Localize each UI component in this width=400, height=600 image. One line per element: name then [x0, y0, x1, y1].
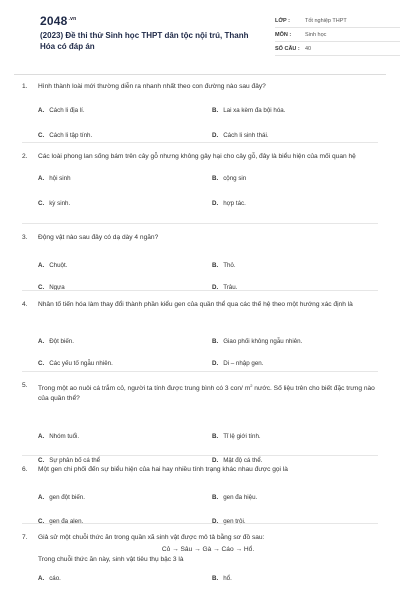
question-number: 6. — [22, 466, 28, 473]
question-separator — [22, 455, 378, 456]
question-text: Các loài phong lan sống bám trên cây gỗ nhưng không gây hại cho cây gỗ, đây là biểu hiện của mối quan hệ — [38, 153, 356, 160]
question-text: Trong một ao nuôi cá trắm cỏ, người ta tính được trung bình có 3 con/ $m^2$ nước. Số liệu trên cho biết đặc trưng nào của quần thể? — [38, 383, 375, 403]
question-1 — [22, 82, 378, 139]
header — [20, 0, 376, 62]
option-b[interactable]: B. Giao phối không ngẫu nhiên. — [212, 338, 303, 345]
option-a[interactable]: A. gen đột biến. — [38, 494, 85, 501]
option-c[interactable]: C. gen đa alen. — [38, 518, 84, 525]
header-divider — [14, 74, 386, 75]
question-4 — [22, 300, 378, 367]
question-number: 2. — [22, 153, 28, 160]
option-b[interactable]: B. hổ. — [212, 575, 232, 582]
meta-row-subject: MÔN : Sinh học — [275, 28, 400, 42]
question-number: 5. — [22, 382, 28, 389]
option-a[interactable]: A. hội sinh — [38, 175, 71, 182]
option-c[interactable]: C. kỳ sinh. — [38, 200, 71, 207]
question-number: 1. — [22, 83, 28, 90]
option-a[interactable]: A. Đột biến. — [38, 338, 74, 345]
option-b[interactable]: B. Lai xa kèm đa bội hóa. — [212, 107, 286, 114]
option-b[interactable]: B. cộng sin — [212, 175, 247, 182]
question-text: Giả sử một chuỗi thức ăn trong quần xã sinh vật được mô tả bằng sơ đồ sau: — [38, 534, 265, 541]
question-7 — [22, 533, 378, 582]
question-separator — [22, 371, 378, 372]
question-5 — [22, 381, 378, 465]
question-separator — [22, 290, 378, 291]
question-text-continued: Trong chuỗi thức ăn này, sinh vật tiêu thụ bậc 3 là — [38, 556, 184, 563]
question-separator — [22, 223, 378, 224]
option-d[interactable]: D. gen trội. — [212, 518, 246, 525]
option-c[interactable]: C. Sự phân bố cá thể — [38, 457, 101, 465]
option-d[interactable]: D. Trâu. — [212, 284, 238, 291]
option-a[interactable]: A. Cách li địa lí. — [38, 107, 85, 114]
option-b[interactable]: B. Thỏ. — [212, 262, 236, 269]
question-text: Hình thành loài mới thường diễn ra nhanh nhất theo con đường nào sau đây? — [38, 83, 266, 90]
option-a[interactable]: A. cáo. — [38, 575, 61, 582]
option-c[interactable]: C. Cách li tập tính. — [38, 132, 93, 139]
question-separator — [22, 523, 378, 524]
question-text: Nhân tố tiến hóa làm thay đổi thành phần kiểu gen của quần thể qua các thế hệ theo một hướng xác định là — [38, 301, 353, 308]
question-number: 3. — [22, 234, 28, 241]
exam-meta — [275, 14, 400, 56]
question-number: 7. — [22, 534, 28, 541]
question-text: Động vật nào sau đây có dạ dày 4 ngăn? — [38, 234, 159, 241]
option-a[interactable]: A. Nhóm tuổi. — [38, 433, 80, 441]
option-c[interactable]: C. Ngựa — [38, 284, 65, 291]
site-logo[interactable]: $2048^{.vn}$ — [40, 14, 77, 28]
meta-row-class: LỚP : Tốt nghiệp THPT — [275, 14, 400, 28]
option-b[interactable]: B. gen đa hiệu. — [212, 494, 258, 501]
meta-row-count: SỐ CÂU : 40 — [275, 42, 400, 56]
option-b[interactable]: B. Tỉ lệ giới tính. — [212, 433, 261, 441]
option-c[interactable]: C. Các yếu tố ngẫu nhiên. — [38, 360, 113, 367]
exam-title: (2023) Đề thi thử Sinh học THPT dân tộc nội trú, Thanh Hóa có đáp án — [40, 31, 249, 51]
option-a[interactable]: A. Chuột. — [38, 262, 68, 269]
question-number: 4. — [22, 301, 28, 308]
option-d[interactable]: D. hợp tác. — [212, 200, 246, 207]
food-chain: Cỏ → Sâu → Gà → Cáo → Hổ. — [161, 546, 255, 553]
question-3 — [22, 233, 378, 291]
question-text: Một gen chi phối đến sự biểu hiện của hai hay nhiều tính trạng khác nhau được gọi là — [38, 466, 288, 473]
option-d[interactable]: D. Cách li sinh thái. — [212, 132, 269, 139]
question-separator — [22, 142, 378, 143]
option-d[interactable]: D. Mật độ cá thể. — [212, 457, 263, 465]
question-2 — [22, 152, 378, 207]
question-6 — [22, 465, 378, 525]
option-d[interactable]: D. Di – nhập gen. — [212, 360, 264, 367]
